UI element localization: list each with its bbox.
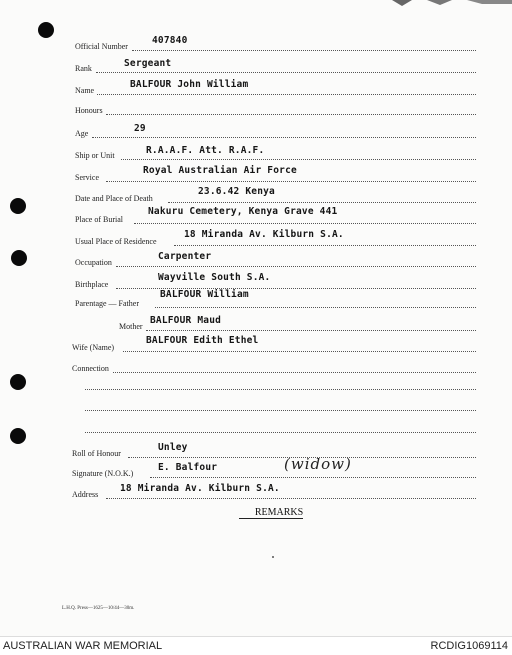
- row-honours: [0, 102, 512, 120]
- father-label: Parentage — Father: [75, 299, 139, 308]
- ship-or-unit-label: Ship or Unit: [75, 151, 115, 160]
- rank-value: Sergeant: [124, 58, 172, 69]
- punch-hole-top: [38, 22, 54, 38]
- usual-residence-label: Usual Place of Residence: [75, 237, 157, 246]
- row-name: [0, 79, 512, 100]
- service-label: Service: [75, 173, 99, 182]
- date-place-death-label: Date and Place of Death: [75, 194, 153, 203]
- row-official-number: [0, 37, 512, 55]
- connection-label: Connection: [72, 364, 109, 373]
- name-value: BALFOUR John William: [130, 79, 249, 90]
- date-place-death-value: 23.6.42 Kenya: [198, 186, 275, 197]
- top-edge-marks: [372, 0, 512, 8]
- connection-line-3: [85, 410, 476, 411]
- usual-residence-value: 18 Miranda Av. Kilburn S.A.: [184, 229, 344, 240]
- connection-line-2: [85, 389, 476, 390]
- row-ship-or-unit: [0, 147, 512, 165]
- row-connection: [0, 360, 512, 378]
- row-father: [0, 289, 512, 313]
- name-label: Name: [75, 86, 95, 95]
- roll-of-honour-value: Unley: [158, 442, 188, 453]
- occupation-label: Occupation: [75, 258, 112, 267]
- official-number-value: 407840: [152, 35, 188, 46]
- footer-bar: [0, 636, 512, 655]
- occupation-value: Carpenter: [158, 251, 212, 262]
- footer-id: RCDIG1069114: [430, 640, 508, 652]
- wife-label: Wife (Name): [72, 343, 115, 352]
- row-usual-residence: [0, 229, 512, 251]
- remarks-heading: REMARKS: [0, 507, 512, 518]
- footer-source: AUSTRALIAN WAR MEMORIAL: [3, 640, 163, 652]
- row-birthplace: [0, 272, 512, 294]
- connection-line-4: [85, 432, 476, 433]
- birthplace-label: Birthplace: [75, 280, 109, 289]
- mother-label: Mother: [119, 322, 143, 331]
- row-rank: [0, 60, 512, 78]
- printer-imprint: L.H.Q. Press—1625—10/44—30m.: [62, 606, 135, 611]
- row-occupation: [0, 251, 512, 272]
- ship-or-unit-value: R.A.A.F. Att. R.A.F.: [146, 145, 265, 156]
- place-of-burial-label: Place of Burial: [75, 215, 123, 224]
- rank-label: Rank: [75, 64, 92, 73]
- age-value: 29: [134, 123, 146, 134]
- place-of-burial-value: Nakuru Cemetery, Kenya Grave 441: [148, 206, 338, 217]
- row-mother: [0, 315, 512, 336]
- official-number-label: Official Number: [75, 42, 128, 51]
- birthplace-value: Wayville South S.A.: [158, 272, 271, 283]
- father-value: BALFOUR William: [160, 289, 249, 300]
- signature-label: Signature (N.O.K.): [72, 469, 134, 478]
- speck: [272, 556, 274, 558]
- row-service: [0, 165, 512, 187]
- row-address: [0, 483, 512, 504]
- punch-hole-4: [10, 428, 26, 444]
- address-label: Address: [72, 490, 99, 499]
- row-place-of-burial: [0, 206, 512, 229]
- handwritten-widow-note: (widow): [284, 455, 352, 473]
- address-value: 18 Miranda Av. Kilburn S.A.: [120, 483, 280, 494]
- wife-value: BALFOUR Edith Ethel: [146, 335, 259, 346]
- age-label: Age: [75, 129, 89, 138]
- mother-value: BALFOUR Maud: [150, 315, 222, 326]
- roll-of-honour-label: Roll of Honour: [72, 449, 121, 458]
- signature-value: E. Balfour: [158, 462, 218, 473]
- row-age: [0, 125, 512, 143]
- service-value: Royal Australian Air Force: [143, 165, 297, 176]
- honours-label: Honours: [75, 106, 103, 115]
- row-roll-of-honour: [0, 442, 512, 463]
- row-wife: [0, 335, 512, 357]
